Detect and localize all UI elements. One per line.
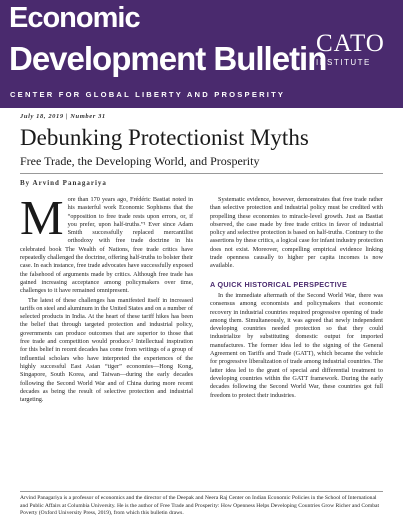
byline: By Arvind Panagariya	[20, 179, 107, 187]
headline: Debunking Protectionist Myths	[20, 125, 309, 150]
paragraph: In the immediate aftermath of the Second World War, there was consensus among economists and policymakers that economic recovery in industrial countries required progressive opening of trade among them. Simultaneously, it was agreed that newly independent developing countries needed protection so that they could industrialize by substituting domestic output for imported manufactures. The former idea led to the signing of the General Agreement on Tariffs and Trade (GATT), which became the vehicle for progressive liberalization of trade among industrial countries. The latter idea led to the grant of special and differential treatment to developing countries within the GATT framework. During the early decades following the Second World War, these countries got full freedom to protect their industries.	[210, 291, 383, 399]
right-column	[210, 196, 383, 400]
cato-logo: CATO	[316, 30, 385, 57]
masthead-banner	[0, 0, 403, 108]
paragraph: The latest of these challenges has manifested itself in increased tariffs on steel and aluminum in the United States and on a number of selected products in India. At the heart of these tariff hikes has been the belief that through targeted protection and industrial policy, governments can produce outcomes that are superior to those that free trade and competition would produce.² Intellectual inspiration for this belief in recent decades has come from writings of a group of influential scholars who have interpreted the experiences of the highly successful East Asian “tiger” economies—Hong Kong, Singapore, South Korea, and Taiwan—during the early decades following the Second World War and of China during more recent decades as being the result of selective protection and industrial targeting.	[20, 296, 193, 404]
paragraph: Systematic evidence, however, demonstrates that free trade rather than selective protection and industrial policy must be credited with propelling these economies to miracle-level growth. Just as Bastiat observed, the case made by free trade critics in favor of industrial policy and selective protection is based on half-truths. Contrary to the assertions by these critics, a logical case for infant industry protection does not exist. Moreover, compelling empirical evidence linking trade openness causally to higher per capita incomes is now available.	[210, 196, 383, 270]
footer-divider	[20, 491, 383, 492]
dateline: July 18, 2019 | Number 31	[20, 113, 106, 120]
cato-logo-subtext: INSTITUTE	[316, 58, 371, 67]
paragraph	[20, 190, 193, 296]
drop-cap: M	[20, 190, 64, 245]
masthead-title-line2: Development Bulletin	[9, 40, 327, 77]
left-column	[20, 190, 193, 404]
paragraph-text: ore than 170 years ago, Frédéric Bastiat noted in his masterful work Economic Sophisms that the “opposition to free trade rests upon errors, or, if you prefer, upon half-truths.”¹ Ever since Adam Smith successfully replaced mercantilist orthodoxy with free trade doctrine in his celebrated book The Wealth of Nations, free trade critics have repeatedly challenged the doctrine, offering half-truths to bolster their case. In each instance, free trade advocates have successfully exposed the falsehood of arguments made by critics. Although free trade has gained increasing acceptance among policymakers over time, challenges to it have remained omnipresent.	[20, 196, 193, 295]
masthead-subtitle: CENTER FOR GLOBAL LIBERTY AND PROSPERITY	[10, 90, 286, 99]
subheadline: Free Trade, the Developing World, and Prosperity	[20, 154, 260, 168]
masthead-title-line1: Economic	[9, 2, 140, 34]
divider	[20, 173, 383, 174]
author-footnote: Arvind Panagariya is a professor of economics and the director of the Deepak and Neera Raj Center on Indian Economic Policies in the School of International and Public Affairs at Columbia University. He is the author of Free Trade and Prosperity: How Openness Helps Developing Countries Grow Richer and Combat Poverty (Oxford University Press, 2019), from which this bulletin draws.	[20, 495, 380, 517]
section-heading: A QUICK HISTORICAL PERSPECTIVE	[210, 279, 348, 289]
